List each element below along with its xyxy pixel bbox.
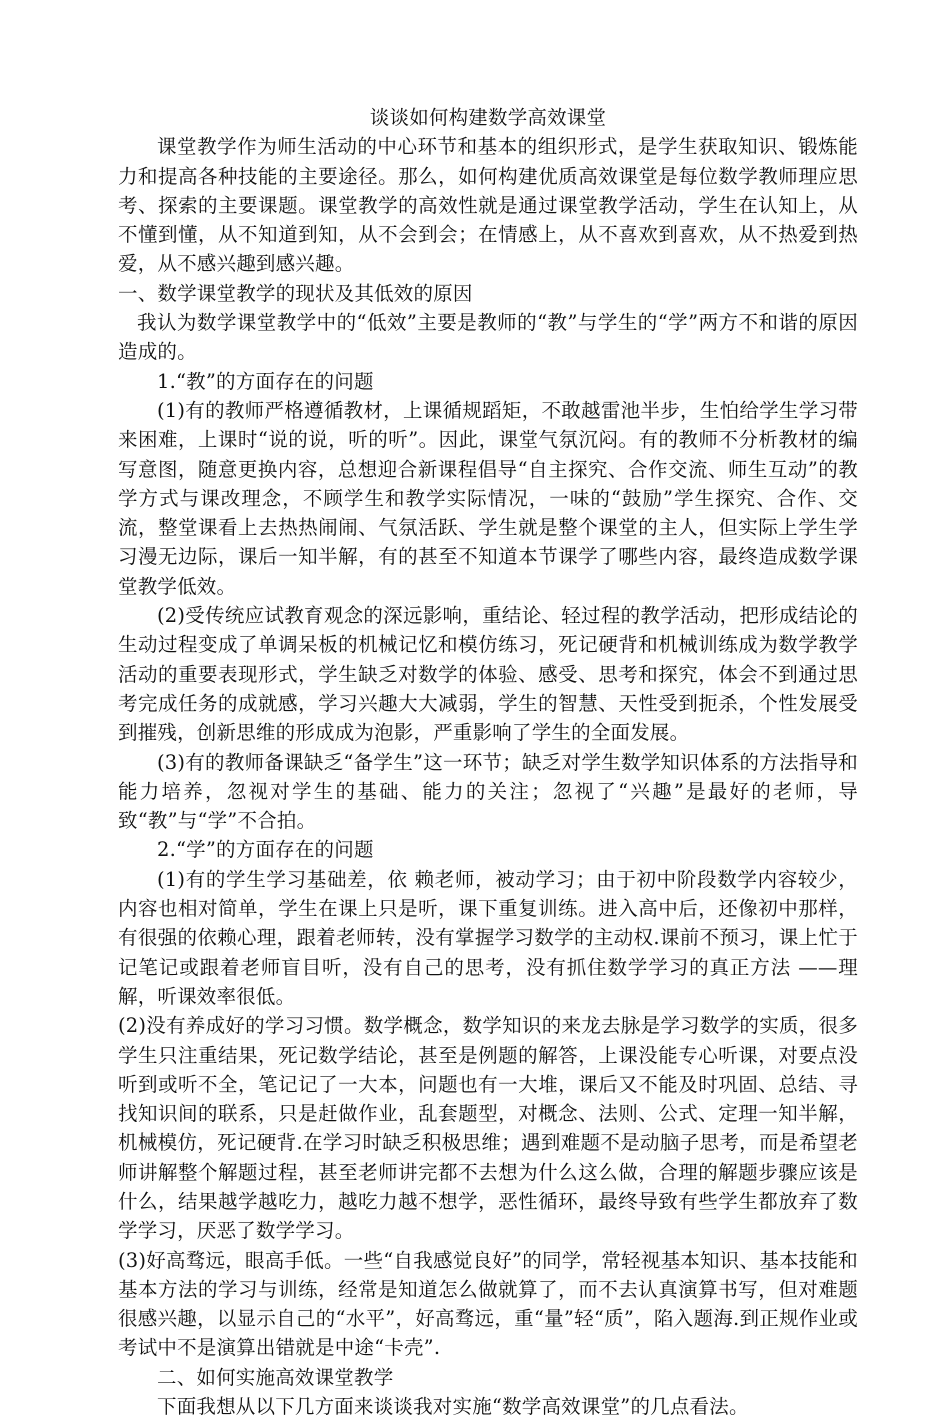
paragraph-teaching-1: (1)有的教师严格遵循教材，上课循规蹈矩，不敢越雷池半步，生怕给学生学习带来困难，上课时“说的说，听的听”。因此，课堂气氛沉闷。有的教师不分析教材的编写意图，随意更换内容，总想迎合新课程倡导“自主探究、合作交流、师生互动”的教学方式与课改理念，不顾学生和教学实际情况，一味的“鼓励”学生探究、合作、交流，整堂课看上去热热闹闹、气氛活跃、学生就是整个课堂的主人，但实际上学生学习漫无边际，课后一知半解，有的甚至不知道本节课学了哪些内容，最终造成数学课堂教学低效。 — [118, 398, 858, 598]
paragraph-learning-2: (2)没有养成好的学习习惯。数学概念，数学知识的来龙去脉是学习数学的实质，很多学生只注重结果，死记数学结论，甚至是例题的解答，上课没能专心听课，对要点没听到或听不全，笔记记了一大本，问题也有一大堆，课后又不能及时巩固、总结、寻找知识间的联系，只是赶做作业，乱套题型，对概念、法则、公式、定理一知半解，机械模仿，死记硬背.在学习时缺乏积极思维；遇到难题不是动脑子思考，而是希望老师讲解整个解题过程，甚至老师讲完都不去想为什么这么做，合理的解题步骤应该是什么，结果越学越吃力，越吃力越不想学，恶性循环，最终导致有些学生都放弃了数学学习，厌恶了数学学习。 — [118, 1014, 858, 1243]
paragraph-closing: 下面我想从以下几方面来谈谈我对实施“数学高效课堂”的几点看法。 — [157, 1395, 749, 1419]
subheading-teaching: 1.“教”的方面存在的问题 — [157, 369, 374, 393]
paragraph-teaching-2: (2)受传统应试教育观念的深远影响，重结论、轻过程的教学活动，把形成结论的生动过程变成了单调呆板的机械记忆和模仿练习，死记硬背和机械训练成为数学教学活动的重要表现形式，学生缺乏对数学的体验、感受、思考和探究，体会不到通过思考完成任务的成就感，学习兴趣大大减弱，学生的智慧、天性受到扼杀，个性发展受到摧残，创新思维的形成成为泡影，严重影响了学生的全面发展。 — [118, 604, 858, 745]
document-title: 谈谈如何构建数学高效课堂 — [369, 106, 607, 129]
paragraph-intro: 课堂教学作为师生活动的中心环节和基本的组织形式，是学生获取知识、锻炼能力和提高各种技能的主要途径。那么，如何构建优质高效课堂是每位数学教师理应思考、探索的主要课题。课堂教学的高效性就是通过课堂教学活动，学生在认知上，从不懂到懂，从不知道到知，从不会到会；在情感上，从不喜欢到喜欢，从不热爱到热爱，从不感兴趣到感兴趣。 — [118, 135, 858, 276]
section-heading-2: 二、如何实施高效课堂教学 — [157, 1365, 394, 1389]
section-heading-1: 一、数学课堂教学的现状及其低效的原因 — [118, 281, 473, 305]
paragraph-learning-3: (3)好高骛远，眼高手低。一些“自我感觉良好”的同学，常轻视基本知识、基本技能和基本方法的学习与训练，经常是知道怎么做就算了，而不去认真演算书写，但对难题很感兴趣，以显示自己的“水平”，好高骛远，重“量”轻“质”，陷入题海.到正规作业或考试中不是演算出错就是中途“卡壳”. — [118, 1248, 858, 1360]
subheading-learning: 2.“学”的方面存在的问题 — [157, 838, 374, 862]
paragraph-learning-1: (1)有的学生学习基础差，依 赖老师，被动学习；由于初中阶段数学内容较少，内容也相对简单，学生在课上只是听，课下重复训练。进入高中后，还像初中那样，有很强的依赖心理，跟着老师转，没有掌握学习数学的主动权.课前不预习，课上忙于记笔记或跟着老师盲目听，没有自己的思考，没有抓住数学学习的真正方法 ——理解，听课效率很低。 — [118, 867, 858, 1008]
paragraph-opinion: 我认为数学课堂教学中的“低效”主要是教师的“教”与学生的“学”两方不和谐的原因造成的。 — [118, 311, 858, 364]
paragraph-teaching-3: (3)有的教师备课缺乏“备学生”这一环节；缺乏对学生数学知识体系的方法指导和能力培养，忽视对学生的基础、能力的关注；忽视了“兴趣”是最好的老师，导致“教”与“学”不合拍。 — [118, 750, 858, 833]
document-page — [118, 103, 858, 1421]
